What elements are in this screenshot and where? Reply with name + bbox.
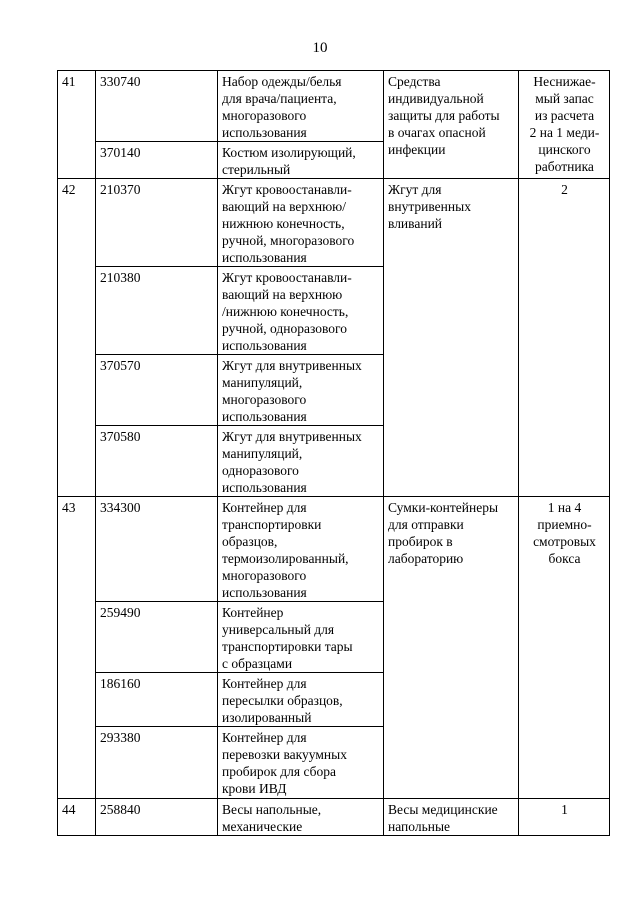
table-row <box>58 71 610 142</box>
item-quantity: 2 <box>519 179 610 497</box>
table-row <box>58 179 610 267</box>
item-name: Костюм изолирующий, стерильный <box>218 142 384 179</box>
item-code: 258840 <box>96 799 218 836</box>
table-row <box>58 799 610 836</box>
item-code: 370570 <box>96 355 218 426</box>
item-name: Набор одежды/белья для врача/пациента, многоразового использования <box>218 71 384 142</box>
item-quantity: 1 на 4 приемно- смотровых бокса <box>519 497 610 799</box>
item-name: Контейнер для перевозки вакуумных пробирок для сбора крови ИВД <box>218 727 384 799</box>
item-name: Весы напольные, механические <box>218 799 384 836</box>
item-name: Контейнер для пересылки образцов, изолированный <box>218 673 384 727</box>
equipment-table <box>57 70 610 836</box>
table-row <box>58 497 610 602</box>
row-number: 41 <box>58 71 96 179</box>
item-name: Контейнер для транспортировки образцов, термоизолированный, многоразового использования <box>218 497 384 602</box>
item-code: 210380 <box>96 267 218 355</box>
item-quantity: Неснижае- мый запас из расчета 2 на 1 меди- цинского работника <box>519 71 610 179</box>
page-number: 10 <box>312 40 328 56</box>
row-number: 42 <box>58 179 96 497</box>
item-purpose: Жгут для внутривенных вливаний <box>384 179 519 497</box>
item-code: 334300 <box>96 497 218 602</box>
item-name: Жгут кровоостанавли- вающий на верхнюю /нижнюю конечность, ручной, одноразового использования <box>218 267 384 355</box>
item-name: Жгут для внутривенных манипуляций, одноразового использования <box>218 426 384 497</box>
item-purpose: Сумки-контейнеры для отправки пробирок в лабораторию <box>384 497 519 799</box>
item-purpose: Весы медицинские напольные <box>384 799 519 836</box>
item-code: 293380 <box>96 727 218 799</box>
item-code: 330740 <box>96 71 218 142</box>
row-number: 44 <box>58 799 96 836</box>
item-quantity: 1 <box>519 799 610 836</box>
item-code: 259490 <box>96 602 218 673</box>
item-name: Жгут кровоостанавли- вающий на верхнюю/ нижнюю конечность, ручной, многоразового использования <box>218 179 384 267</box>
row-number: 43 <box>58 497 96 799</box>
item-code: 370140 <box>96 142 218 179</box>
item-code: 370580 <box>96 426 218 497</box>
item-name: Контейнер универсальный для транспортировки тары с образцами <box>218 602 384 673</box>
item-code: 186160 <box>96 673 218 727</box>
item-code: 210370 <box>96 179 218 267</box>
item-purpose: Средства индивидуальной защиты для работы в очагах опасной инфекции <box>384 71 519 179</box>
item-name: Жгут для внутривенных манипуляций, многоразового использования <box>218 355 384 426</box>
